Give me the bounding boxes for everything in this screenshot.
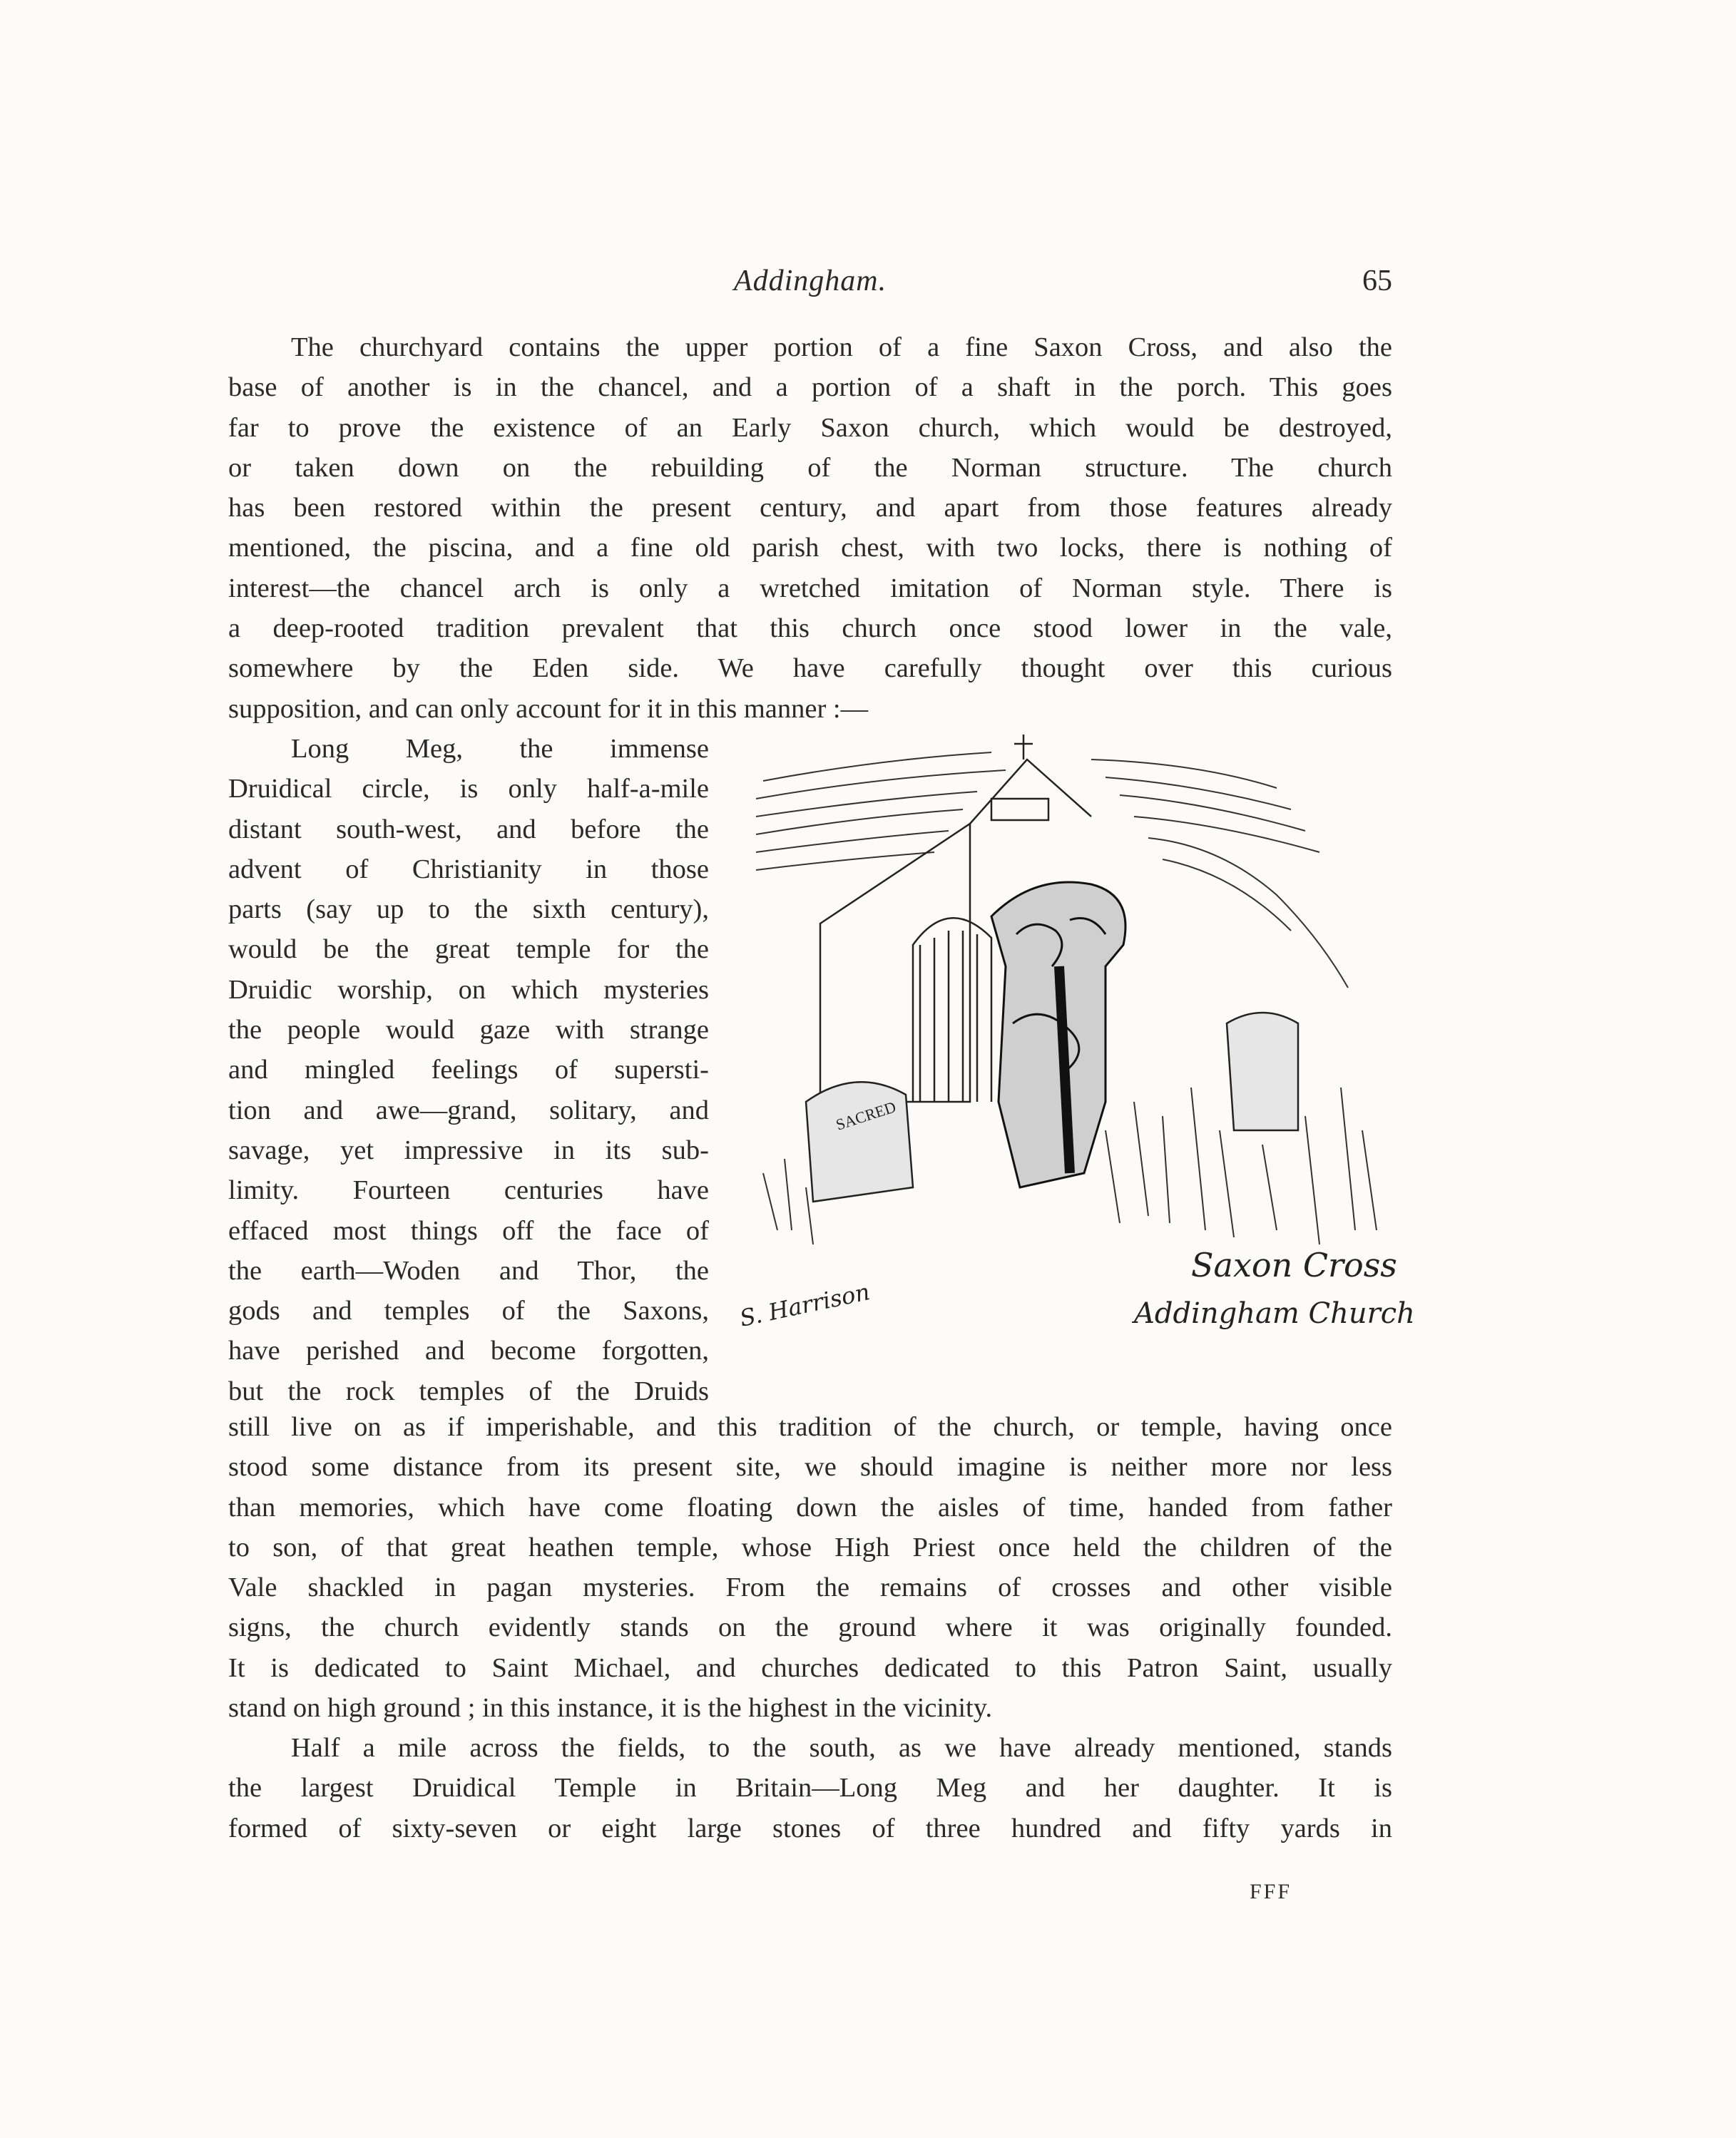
text-line: parts (say up to the sixth century), [228, 894, 709, 925]
text-line: has been restored within the present century, and apart from those features already [228, 493, 1392, 523]
illustration-artist-signature: S. Harrison [737, 1278, 872, 1332]
text-line: It is dedicated to Saint Michael, and churches dedicated to this Patron Saint, usually [228, 1652, 1392, 1683]
paragraph-churchyard [228, 327, 1392, 729]
text-line: to son, of that great heathen temple, whose High Priest once held the children of the [228, 1532, 1392, 1562]
text-line: somewhere by the Eden side. We have carefully thought over this curious [228, 653, 1392, 684]
text-line: base of another is in the chancel, and a portion of a shaft in the porch. This goes [228, 372, 1392, 403]
text-line: would be the great temple for the [228, 934, 709, 965]
paragraph-tradition [228, 1407, 1392, 1728]
saxon-cross [991, 882, 1125, 1187]
text-line: far to prove the existence of an Early Saxon church, which would be destroyed, [228, 412, 1392, 443]
text-line: signs, the church evidently stands on the ground where it was originally founded. [228, 1612, 1392, 1643]
text-line: interest—the chancel arch is only a wretched imitation of Norman style. There is [228, 573, 1392, 603]
running-title: Addingham. [733, 265, 887, 297]
text-line: the people would gaze with strange [228, 1015, 709, 1045]
saxon-cross-illustration [735, 731, 1418, 1373]
text-line: and mingled feelings of supersti- [228, 1055, 709, 1085]
text-line: the earth—Woden and Thor, the [228, 1255, 709, 1286]
text-line: The churchyard contains the upper portion of a fine Saxon Cross, and also the [291, 332, 1392, 362]
text-line: Vale shackled in pagan mysteries. From the remains of crosses and other visible [228, 1572, 1392, 1603]
illustration-drawing [735, 731, 1418, 1373]
signature-mark: FFF [1250, 1880, 1292, 1903]
text-line: gods and temples of the Saxons, [228, 1296, 709, 1326]
text-line: a deep-rooted tradition prevalent that this church once stood lower in the vale, [228, 613, 1392, 644]
gravestone-inscription: SACRED [833, 1098, 899, 1134]
text-line: than memories, which have come floating down the aisles of time, handed from father [228, 1492, 1392, 1523]
paragraph-long-meg [228, 729, 709, 1411]
text-line: the largest Druidical Temple in Britain—Long Meg and her daughter. It is [228, 1773, 1392, 1804]
text-line: Long Meg, the immense [291, 734, 709, 764]
text-line: Druidic worship, on which mysteries [228, 974, 709, 1005]
illustration-caption-subtitle: Addingham Church [1134, 1297, 1415, 1330]
paragraph-druidical-temple [228, 1728, 1392, 1848]
text-line: Half a mile across the fields, to the south, as we have already mentioned, stands [291, 1733, 1392, 1763]
text-line: advent of Christianity in those [228, 854, 709, 884]
text-line: mentioned, the piscina, and a fine old parish chest, with two locks, there is nothing of [228, 533, 1392, 563]
text-line: stand on high ground ; in this instance, it is the highest in the vicinity. [228, 1693, 993, 1724]
text-line: Druidical circle, is only half-a-mile [228, 774, 709, 804]
text-line: have perished and become forgotten, [228, 1336, 709, 1366]
text-line: effaced most things off the face of [228, 1215, 709, 1246]
text-line: but the rock temples of the Druids [228, 1376, 709, 1406]
text-line: distant south-west, and before the [228, 814, 709, 844]
text-line: savage, yet impressive in its sub- [228, 1135, 709, 1165]
text-line: limity. Fourteen centuries have [228, 1175, 709, 1206]
text-line: supposition, and can only account for it in this manner :— [228, 693, 869, 724]
page-number: 65 [1362, 265, 1392, 297]
text-line: or taken down on the rebuilding of the Norman structure. The church [228, 452, 1392, 483]
text-line: stood some distance from its present site, we should imagine is neither more nor less [228, 1452, 1392, 1483]
text-line: tion and awe—grand, solitary, and [228, 1095, 709, 1125]
page-header [228, 264, 1392, 314]
text-line: formed of sixty-seven or eight large stones of three hundred and fifty yards in [228, 1813, 1392, 1843]
text-line: still live on as if imperishable, and this tradition of the church, or temple, having once [228, 1412, 1392, 1442]
illustration-caption-title: Saxon Cross [1191, 1246, 1397, 1284]
